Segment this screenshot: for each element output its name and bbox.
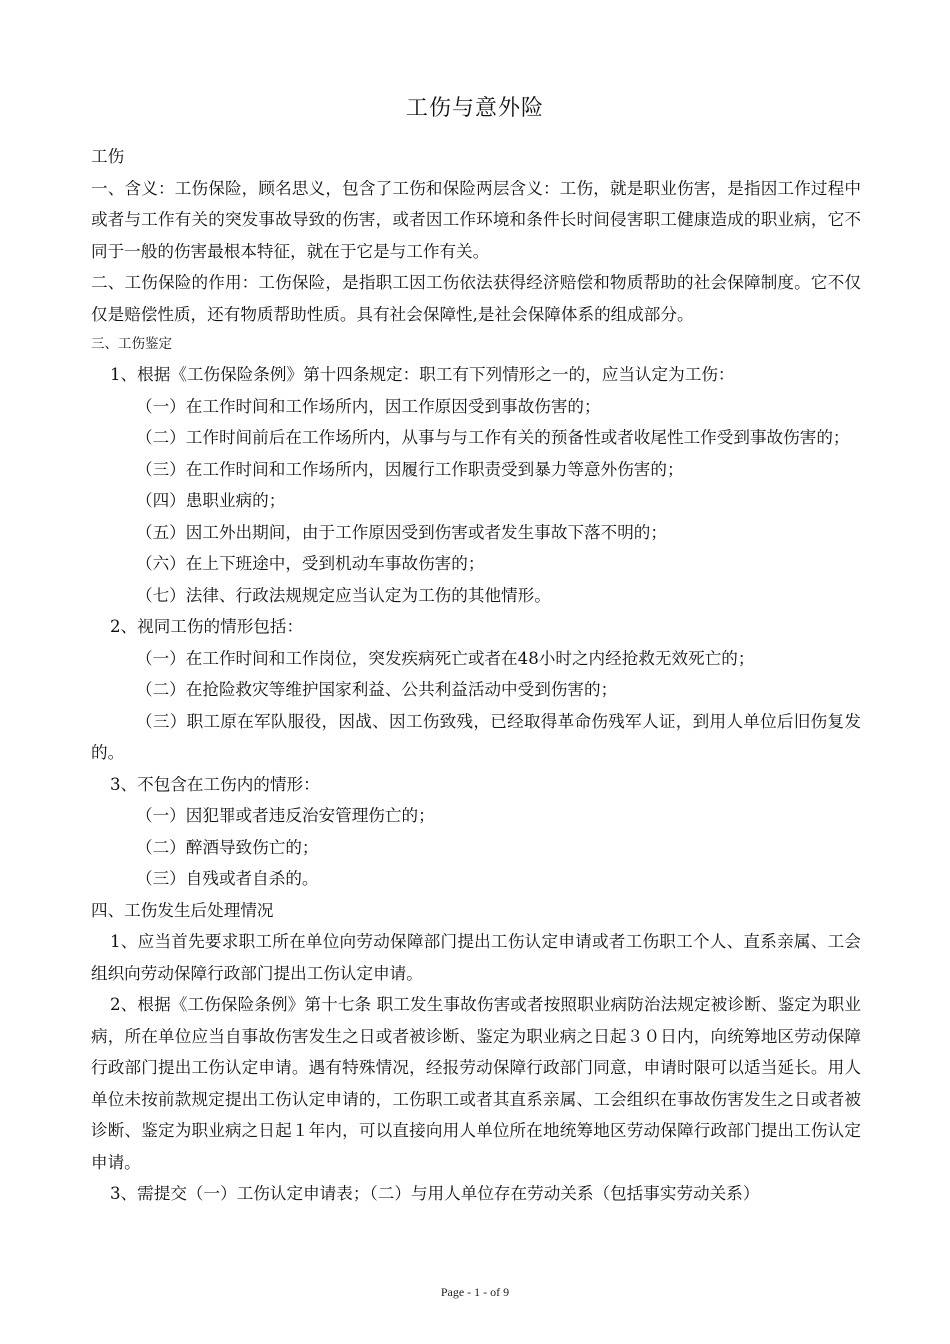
list-subitem: （二）醉酒导致伤亡的； [136, 837, 319, 857]
list-subitem: （二）在抢险救灾等维护国家利益、公共利益活动中受到伤害的； [136, 680, 618, 699]
document-body [91, 141, 861, 1210]
list-subitem: （五）因工外出期间，由于工作原因受到伤害或者发生事故下落不明的； [136, 522, 667, 542]
paragraph-definition: 一、含义：工伤保险，顾名思义，包含了工伤和保险两层含义：工伤，就是职业伤害，是指因工作过程中或者与工作有关的突发事故导致的伤害，或者因工作环境和条件长时间侵害职工健康造成的职业病，它不同于一般的伤害最根本特征，就在于它是与工作有关。 [91, 178, 861, 261]
list-subitem: （一）在工作时间和工作场所内，因工作原因受到事故伤害的； [136, 396, 601, 416]
list-item-exclusions: 3、不包含在工伤内的情形： [110, 774, 320, 794]
list-subitem: （六）在上下班途中，受到机动车事故伤害的； [136, 554, 485, 573]
list-subitem: （三）自残或者自杀的。 [136, 869, 319, 888]
section-heading-appraisal: 三、工伤鉴定 [91, 336, 172, 352]
list-subitem: （三）职工原在军队服役，因战、因工伤致残，已经取得革命伤残军人证，到用人单位后旧伤复发的。 [91, 711, 861, 762]
document-title: 工伤与意外险 [405, 96, 544, 121]
list-subitem: （四）患职业病的； [136, 491, 286, 510]
list-item-deemed-injury: 2、视同工伤的情形包括： [110, 617, 304, 636]
list-subitem: （七）法律、行政法规规定应当认定为工伤的其他情形。 [136, 585, 551, 605]
section-heading-handling: 四、工伤发生后处理情况 [91, 900, 274, 920]
page-footer: Page - 1 - of 9 [440, 1285, 510, 1299]
list-item-handling-2: 2、根据《工伤保险条例》第十七条 职工发生事故伤害或者按照职业病防治法规定被诊断、鉴定为职业病，所在单位应当自事故伤害发生之日或者被诊断、鉴定为职业病之日起３０日内，向统筹地区劳动保障行政部门提出工伤认定申请。遇有特殊情况，经报劳动保障行政部门同意，申请时限可以适当延长。用人单位未按前款规定提出工伤认定申请的，工伤职工或者其直系亲属、工会组织在事故伤害发生之日或者被诊断、鉴定为职业病之日起１年内，可以直接向用人单位所在地统筹地区劳动保障行政部门提出工伤认定申请。 [91, 995, 861, 1172]
list-item-handling-1: 1、应当首先要求职工所在单位向劳动保障部门提出工伤认定申请或者工伤职工个人、直系亲属、工会组织向劳动保障行政部门提出工伤认定申请。 [91, 932, 861, 983]
list-subitem: （一）因犯罪或者违反治安管理伤亡的； [136, 806, 435, 825]
list-subitem: （三）在工作时间和工作场所内，因履行工作职责受到暴力等意外伤害的； [136, 459, 684, 479]
list-item-handling-3: 3、需提交（一）工伤认定申请表；（二）与用人单位存在劳动关系（包括事实劳动关系） [110, 1184, 760, 1203]
list-item-regulation-14: 1、根据《工伤保险条例》第十四条规定：职工有下列情形之一的，应当认定为工伤： [110, 365, 735, 384]
list-subitem: （二）工作时间前后在工作场所内，从事与与工作有关的预备性或者收尾性工作受到事故伤害的； [136, 428, 850, 447]
paragraph-purpose: 二、工伤保险的作用：工伤保险，是指职工因工伤依法获得经济赔偿和物质帮助的社会保障制度。它不仅仅是赔偿性质，还有物质帮助性质。具有社会保障性,是社会保障体系的组成部分。 [91, 273, 861, 324]
section-heading-work-injury: 工伤 [91, 147, 125, 166]
list-subitem: （一）在工作时间和工作岗位，突发疾病死亡或者在48小时之内经抢救无效死亡的； [136, 648, 755, 668]
